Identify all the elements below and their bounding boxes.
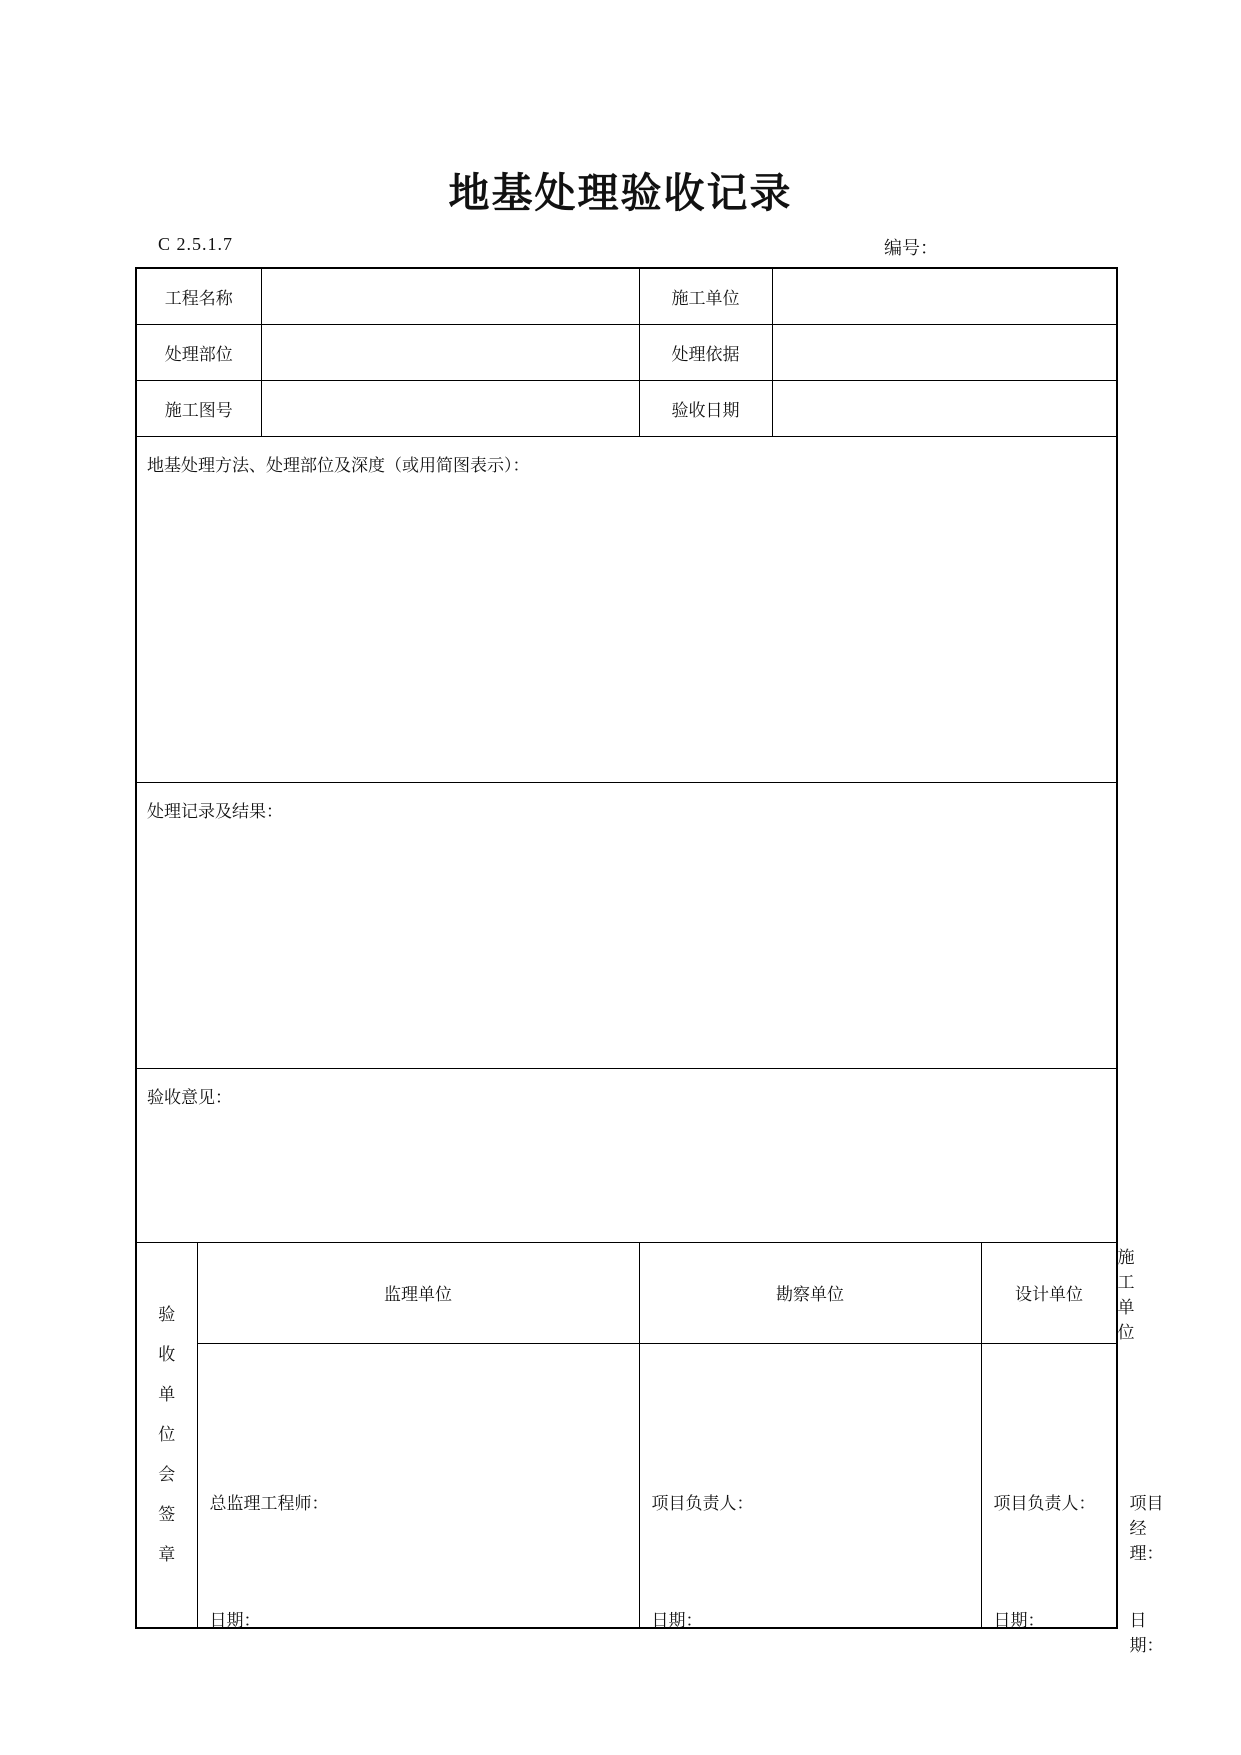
side-char: 章 xyxy=(158,1544,176,1565)
side-char: 验 xyxy=(158,1304,176,1325)
survey-unit-sign-cell[interactable] xyxy=(639,1343,981,1631)
design-unit-header: 设计单位 xyxy=(981,1242,1117,1343)
treatment-location-field[interactable] xyxy=(261,324,639,380)
project-manager-label: 项目经理： xyxy=(1129,1493,1164,1564)
signature-header-row: 验 收 单 位 会 签 章 监理单位 勘察单位 设计单位 施工单位 xyxy=(136,1242,1117,1343)
serial-number-label: 编号： xyxy=(884,238,938,259)
project-name-field[interactable] xyxy=(261,268,639,324)
side-char: 签 xyxy=(158,1504,176,1525)
opinion-section xyxy=(136,1068,1117,1242)
date-label: 日期： xyxy=(1129,1610,1164,1656)
date-label: 日期： xyxy=(651,1610,703,1631)
drawing-number-field[interactable] xyxy=(261,380,639,436)
acceptance-date-label: 验收日期 xyxy=(639,380,772,436)
record-section-label[interactable]: 处理记录及结果： xyxy=(136,782,1117,1068)
signature-body-row xyxy=(136,1343,1117,1628)
info-row xyxy=(136,268,1117,324)
acceptance-date-field[interactable] xyxy=(772,380,1117,436)
supervision-unit-header: 监理单位 xyxy=(197,1242,639,1343)
method-section-label[interactable]: 地基处理方法、处理部位及深度（或用简图表示）： xyxy=(136,436,1117,782)
info-row xyxy=(136,324,1117,380)
contractor-label: 施工单位 xyxy=(639,268,772,324)
design-unit-sign-cell[interactable] xyxy=(981,1343,1117,1631)
date-label: 日期： xyxy=(209,1610,261,1631)
chief-supervisor-label: 总监理工程师： xyxy=(209,1493,329,1514)
project-lead-label: 项目负责人： xyxy=(651,1493,754,1514)
treatment-basis-field[interactable] xyxy=(772,324,1117,380)
form-code: C 2.5.1.7 xyxy=(158,234,234,254)
drawing-number-label: 施工图号 xyxy=(136,380,261,436)
method-section xyxy=(136,436,1117,782)
supervision-unit-sign-cell[interactable] xyxy=(197,1343,639,1631)
opinion-section-label[interactable]: 验收意见： xyxy=(136,1068,1117,1242)
project-name-label: 工程名称 xyxy=(136,268,261,324)
treatment-basis-label: 处理依据 xyxy=(639,324,772,380)
side-char: 会 xyxy=(158,1464,176,1485)
date-label: 日期： xyxy=(993,1610,1045,1631)
side-char: 收 xyxy=(158,1344,176,1365)
side-char: 单 xyxy=(158,1384,176,1405)
info-row xyxy=(136,380,1117,436)
record-section xyxy=(136,782,1117,1068)
project-lead-label: 项目负责人： xyxy=(993,1493,1096,1514)
contractor-field[interactable] xyxy=(772,268,1117,324)
signature-side-label xyxy=(136,1242,197,1628)
treatment-location-label: 处理部位 xyxy=(136,324,261,380)
survey-unit-header: 勘察单位 xyxy=(639,1242,981,1343)
side-char: 位 xyxy=(158,1424,176,1445)
inspection-form-table xyxy=(135,267,1164,1656)
page-title: 地基处理验收记录 xyxy=(448,169,793,217)
